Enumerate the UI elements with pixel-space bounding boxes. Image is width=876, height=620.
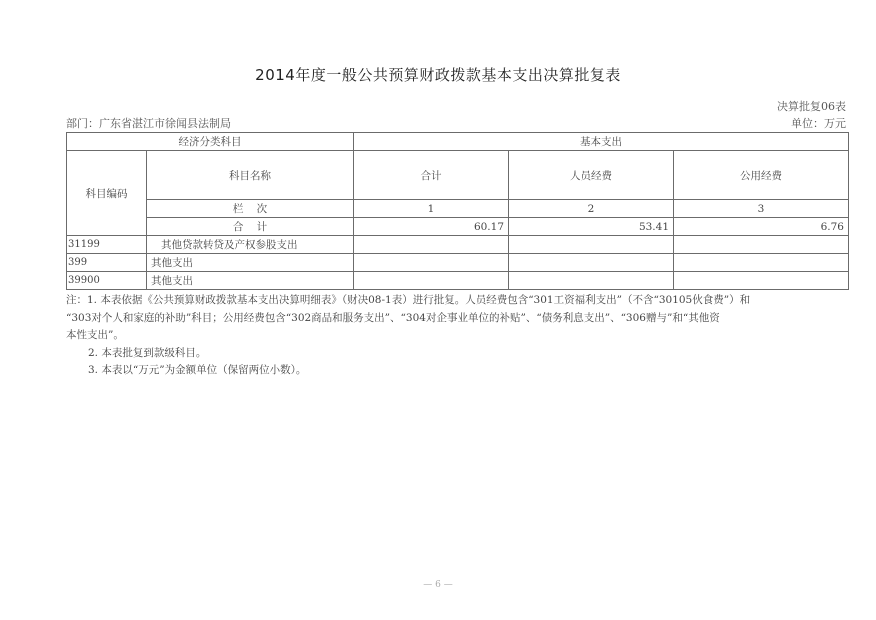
header-row-main xyxy=(67,151,849,200)
total-row-public: 6.76 xyxy=(674,218,849,236)
page-number: — 6 — xyxy=(423,580,453,590)
unit-label: 单位：万元 xyxy=(791,117,846,130)
header-public: 公用经费 xyxy=(674,151,849,200)
note-1-line-3: 本性支出”。 xyxy=(66,329,124,341)
table-row xyxy=(67,236,849,254)
header-basic-expenditure: 基本支出 xyxy=(354,133,849,151)
total-row-label: 合 计 xyxy=(147,218,354,236)
note-2: 2. 本表批复到款级科目。 xyxy=(88,346,207,359)
row-total xyxy=(354,272,509,290)
row-total xyxy=(354,254,509,272)
column-index-label: 栏 次 xyxy=(147,200,354,218)
total-row xyxy=(67,218,849,236)
row-public xyxy=(674,254,849,272)
header-name: 科目名称 xyxy=(147,151,354,200)
row-name: 其他贷款转贷及产权参股支出 xyxy=(147,236,354,254)
header-personnel: 人员经费 xyxy=(509,151,674,200)
row-total xyxy=(354,236,509,254)
form-number: 决算批复06表 xyxy=(777,100,846,113)
document-title: 2014年度一般公共预算财政拨款基本支出决算批复表 xyxy=(255,66,621,84)
header-econ-class: 经济分类科目 xyxy=(67,133,354,151)
table-row xyxy=(67,254,849,272)
column-index-row xyxy=(67,200,849,218)
budget-table xyxy=(66,132,849,290)
note-3: 3. 本表以“万元”为金额单位（保留两位小数）。 xyxy=(88,364,307,376)
header-total: 合计 xyxy=(354,151,509,200)
column-index-3: 3 xyxy=(674,200,849,218)
notes-section xyxy=(66,292,848,380)
row-personnel xyxy=(509,254,674,272)
row-personnel xyxy=(509,272,674,290)
note-1-line-2: “303对个人和家庭的补助”科目；公用经费包含“302商品和服务支出”、“304对企事业单位的补贴”、“债务利息支出”、“306赠与”和“其他资 xyxy=(66,311,720,324)
department-label: 部门：广东省湛江市徐闻县法制局 xyxy=(66,117,231,130)
row-name: 其他支出 xyxy=(147,254,354,272)
row-name: 其他支出 xyxy=(147,272,354,290)
row-code: 31199 xyxy=(67,236,147,254)
row-personnel xyxy=(509,236,674,254)
total-row-personnel: 53.41 xyxy=(509,218,674,236)
header-row-top xyxy=(67,133,849,151)
total-row-total: 60.17 xyxy=(354,218,509,236)
table-row xyxy=(67,272,849,290)
row-code: 399 xyxy=(67,254,147,272)
row-code: 39900 xyxy=(67,272,147,290)
column-index-2: 2 xyxy=(509,200,674,218)
row-public xyxy=(674,272,849,290)
note-1-line-1: 注：1. 本表依据《公共预算财政拨款基本支出决算明细表》（财决08-1表）进行批复。人员经费包含“301工资福利支出”（不含“30105伙食费”）和 xyxy=(66,294,751,306)
row-public xyxy=(674,236,849,254)
header-code: 科目编码 xyxy=(67,151,147,236)
column-index-1: 1 xyxy=(354,200,509,218)
